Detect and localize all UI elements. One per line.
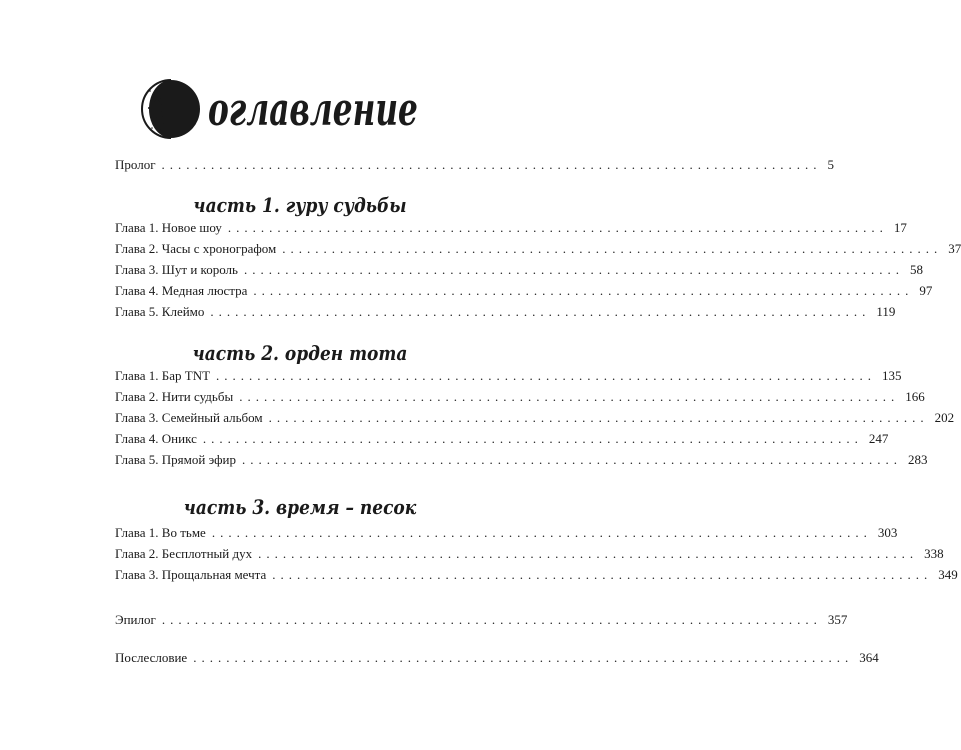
- entry-label: Глава 3. Семейный альбом: [115, 410, 263, 425]
- toc-entry-part2-chapter5[interactable]: [115, 452, 928, 468]
- dot-leader: ................................................................................: [268, 410, 929, 425]
- dot-leader: ................................................................................: [161, 157, 822, 172]
- entry-label: Глава 5. Прямой эфир: [115, 452, 236, 467]
- entry-label: Глава 3. Прощальная мечта: [115, 567, 267, 582]
- dot-leader: ................................................................................: [193, 650, 854, 665]
- entry-page-number: 119: [876, 304, 896, 319]
- toc-entry-afterword[interactable]: [115, 650, 879, 666]
- dot-leader: ................................................................................: [161, 612, 822, 627]
- toc-entry-part3-chapter2[interactable]: [115, 546, 944, 562]
- entry-page-number: 5: [827, 157, 835, 172]
- toc-entry-part1-chapter3[interactable]: [115, 262, 923, 278]
- entry-page-number: 349: [938, 567, 958, 582]
- entry-page-number: 303: [877, 525, 898, 540]
- toc-header: [140, 76, 477, 142]
- dot-leader: ................................................................................: [253, 283, 914, 298]
- entry-label: Глава 2. Нити судьбы: [115, 389, 234, 404]
- entry-page-number: 37: [948, 241, 961, 256]
- entry-label: Глава 4. Медная люстра: [115, 283, 248, 298]
- part-1-title: часть 1. гуру судьбы: [193, 193, 407, 217]
- entry-label: Глава 1. Бар TNT: [115, 368, 211, 383]
- dot-leader: ................................................................................: [211, 525, 872, 540]
- dot-leader: ................................................................................: [227, 220, 888, 235]
- entry-label: Глава 2. Часы с хронографом: [115, 241, 277, 256]
- entry-page-number: 97: [919, 283, 933, 298]
- toc-entry-part3-chapter3[interactable]: [115, 567, 958, 583]
- dot-leader: ................................................................................: [239, 389, 900, 404]
- entry-label: Глава 5. Клеймо: [115, 304, 205, 319]
- entry-page-number: 247: [868, 431, 889, 446]
- entry-page-number: 166: [905, 389, 925, 404]
- toc-entry-part1-chapter5[interactable]: [115, 304, 896, 320]
- entry-label: Глава 4. Оникс: [115, 431, 197, 446]
- toc-title: оглавление: [208, 81, 418, 137]
- dot-leader: ................................................................................: [282, 241, 943, 256]
- dot-leader: ................................................................................: [210, 304, 871, 319]
- entry-page-number: 58: [909, 262, 923, 277]
- dot-leader: ................................................................................: [241, 452, 902, 467]
- part-2-title: часть 2. орден тота: [192, 341, 408, 365]
- dot-leader: ................................................................................: [258, 546, 919, 561]
- entry-label: Послесловие: [115, 650, 188, 665]
- toc-entry-part1-chapter2[interactable]: [115, 241, 961, 257]
- dot-leader: ................................................................................: [243, 262, 904, 277]
- entry-label: Глава 1. Новое шоу: [115, 220, 222, 235]
- toc-entry-part1-chapter1[interactable]: [115, 220, 907, 236]
- entry-page-number: 135: [882, 368, 902, 383]
- dot-leader: ................................................................................: [272, 567, 933, 582]
- toc-entry-part1-chapter4[interactable]: [115, 283, 933, 299]
- crescent-moon-face-icon: [140, 78, 202, 140]
- entry-page-number: 202: [934, 410, 955, 425]
- entry-label: Эпилог: [115, 612, 156, 627]
- toc-entry-prologue[interactable]: [115, 157, 835, 173]
- entry-page-number: 338: [924, 546, 944, 561]
- entry-page-number: 357: [827, 612, 848, 627]
- toc-entry-epilogue[interactable]: [115, 612, 848, 628]
- entry-label: Глава 3. Шут и король: [115, 262, 238, 277]
- entry-page-number: 17: [893, 220, 907, 235]
- dot-leader: ................................................................................: [216, 368, 877, 383]
- entry-label: Глава 2. Бесплотный дух: [115, 546, 253, 561]
- entry-label: Глава 1. Во тьме: [115, 525, 206, 540]
- toc-entry-part2-chapter2[interactable]: [115, 389, 925, 405]
- toc-entry-part2-chapter4[interactable]: [115, 431, 889, 447]
- part-3-title: часть 3. время – песок: [183, 495, 417, 519]
- toc-entry-part3-chapter1[interactable]: [115, 525, 898, 541]
- entry-label: Пролог: [115, 157, 156, 172]
- toc-entry-part2-chapter3[interactable]: [115, 410, 955, 426]
- entry-page-number: 364: [859, 650, 879, 665]
- dot-leader: ................................................................................: [202, 431, 863, 446]
- entry-page-number: 283: [907, 452, 928, 467]
- toc-entry-part2-chapter1[interactable]: [115, 368, 902, 384]
